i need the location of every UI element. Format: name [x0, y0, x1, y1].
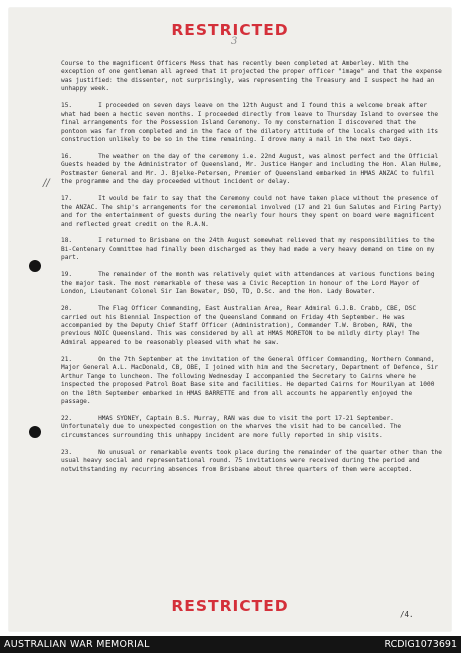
paragraph-number: 19. [61, 271, 73, 279]
paragraph [61, 305, 443, 347]
archive-footer-bar [0, 636, 461, 653]
paragraph-text: The weather on the day of the ceremony i.e. 22nd August, was almost perfect and the Official Guests headed by the Administrator of Queensland, Mr. Justice Hanger and including the Hon. Alan Hulme, Postmaster General and Mr. J. Bjelke-Petersen, Premier of Queensland embarked in HMAS ANZAC to fulfil the programme and the day proceeded without incident or delay. [61, 152, 442, 186]
page-number: /4. [400, 610, 414, 619]
paragraph-number: 15. [61, 102, 73, 110]
paragraph-text: HMAS SYDNEY, Captain B.S. Murray, RAN was due to visit the port 17-21 September. Unfortunately due to unexpected congestion on the wharves the visit had to be cancelled. The circumstances surrounding this unhappy incident are more fully reported in ship visits. [61, 414, 402, 439]
paragraph-text: No unusual or remarkable events took place during the remainder of the quarter other than the usual heavy social and representational round. 75 invitations were received during the period and notwithstanding my recurring absences from Brisbane about three quarters of them were accepted. [61, 448, 442, 473]
paragraph [61, 60, 443, 94]
pencil-page-mark: 3 [231, 36, 238, 47]
paragraph-number: 21. [61, 355, 73, 363]
paragraph [61, 195, 443, 229]
paragraph-number: 22. [61, 414, 73, 422]
paragraph-number: 18. [61, 237, 73, 245]
paragraph-text: On the 7th September at the invitation of the General Officer Commanding, Northern Command, Major General A.L. MacDonald, CB, OBE, I joined with him and the Secretary, Department of Defence, Sir Arthur Tange to luncheon. The following Wednesday I accompanied the Secretary to Cairns where he inspected the proposed Patrol Boat Base site and facilities. He departed Cairns for Mourilyan at 1000 on the 10th September embarked in HMAS BARRETTE and from all accounts he apparently enjoyed the passage. [61, 355, 439, 406]
document-page [9, 8, 451, 631]
paragraph-text: Course to the magnificent Officers Mess that has recently been completed at Amberley. With the exception of one gentleman all agreed that it projected the proper officer "image" and that the expense was justified: the dissenter, not surprisingly, was representing the Treasury and I suspect he had an unhappy week. [61, 60, 442, 93]
paragraph-text: The Flag Officer Commanding, East Australian Area, Rear Admiral G.J.B. Crabb, CBE, DSC carried out his Biennial Inspection of the Queensland Command on Friday 4th September. He was accompanied by the Deputy Chief Staff Officer (Administration), Commander T.W. Broben, RAN, the previous NOIC Queensland. This was considered by all at HMAS MORETON to be mildly dirty play! The Admiral appeared to be reasonably pleased with what he saw. [61, 305, 420, 346]
restricted-header: RESTRICTED [171, 21, 289, 39]
paragraph-text: The remainder of the month was relatively quiet with attendances at various functions being the major task. The most remarkable of these was a Civic Reception in honour of the Lord Mayor of London, Lieutenant Colonel Sir Ian Bowater, DSO, TD, D.Sc. and the Hon. Lady Bowater. [61, 271, 435, 296]
paragraph-number: 23. [61, 448, 73, 456]
paragraph-number: 17. [61, 195, 73, 203]
paragraph [61, 153, 443, 187]
paragraph [61, 102, 443, 144]
paragraph [61, 415, 443, 440]
paragraph-number: 16. [61, 152, 73, 160]
archive-name: AUSTRALIAN WAR MEMORIAL [4, 639, 150, 650]
paragraph [61, 271, 443, 296]
punch-hole-bottom [29, 426, 41, 438]
paragraph-text: It would be fair to say that the Ceremony could not have taken place without the presence of the ANZAC. The ship's arrangements for the ceremonial involved (17 and 21 Gun Salutes and Firing Party) and for the entertainment of guests during the nearly four hours they spent on board were magnificent and reflected great credit on the R.A.N. [61, 195, 442, 228]
paragraph-text: I proceeded on seven days leave on the 12th August and I found this a welcome break after what had been a hectic seven months. I proceeded directly from leave to Thursday Island to oversee the final arrangements for the Possession Island Ceremony. To my consternation I discovered that the pontoon was far from completed and in the face of the dilatory attitude of the locals charged with its construction unlikely to be so in the time remaining. I drove many a nail in the next two days. [61, 102, 439, 144]
archive-reference: RCDIG1073691 [384, 639, 457, 650]
punch-hole-top [29, 260, 41, 272]
paragraph-number: 20. [61, 305, 73, 313]
paragraph [61, 356, 443, 407]
paragraph [61, 237, 443, 262]
paragraph [61, 449, 443, 474]
margin-annotation: // [43, 178, 50, 189]
restricted-footer: RESTRICTED [171, 597, 289, 615]
paragraph-text: I returned to Brisbane on the 24th August somewhat relieved that my responsibilities to the Bi-Centenary Committee had finally been discharged as they had made a very heavy demand on time on my part. [61, 237, 435, 262]
document-body [61, 60, 443, 483]
